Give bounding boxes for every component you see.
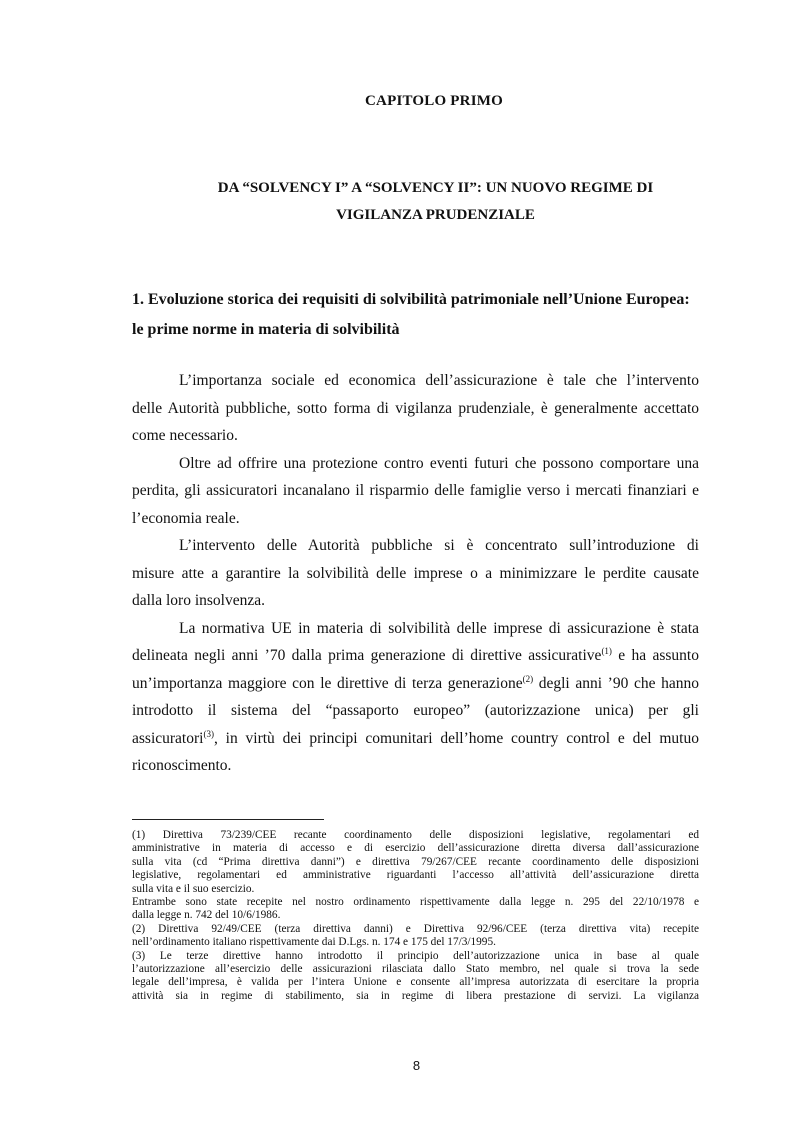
section-heading — [132, 285, 699, 345]
text-line: L’importanza sociale ed economica dell’assicurazione è tale che l’intervento — [179, 372, 699, 389]
footnote-line: Entrambe sono state recepite nel nostro ordinamento rispettivamente dalla legge n. 295 del 22/10/1978 e — [132, 896, 699, 909]
text-line: l’economia reale. — [132, 509, 240, 527]
chapter-title-line: DA “SOLVENCY I” A “SOLVENCY II”: UN NUOVO REGIME DI — [217, 180, 654, 196]
footnote-line: (2) Direttiva 92/49/CEE (terza direttiva danni) e Direttiva 92/96/CEE (terza direttiva vita) recepite — [132, 922, 699, 935]
footnote-ref: (1) — [601, 645, 612, 656]
text-line: introdotto il sistema del “passaporto europeo” (autorizzazione unica) per gli — [132, 702, 699, 719]
footnote-line: legale dell’impresa, è valida per l’intera Unione e consente all’impresa autorizzata di esercitare la propria — [132, 976, 699, 989]
footnote-line: nell’ordinamento italiano rispettivamente dai D.Lgs. n. 174 e 175 del 17/3/1995. — [132, 936, 496, 949]
footnote-separator — [132, 819, 324, 820]
footnote-ref: (3) — [203, 728, 214, 739]
text-line: dalla loro insolvenza. — [132, 592, 265, 609]
text-segment: delineata negli anni ’70 dalla prima generazione di direttive assicurative — [132, 647, 602, 664]
text-segment: e ha assunto — [611, 647, 699, 664]
footnote-line: sulla vita e il suo esercizio. — [132, 882, 255, 895]
text-segment: assicuratori — [132, 729, 204, 747]
text-segment: un’importanza maggiore con le direttive di terza generazione — [132, 674, 523, 692]
text-segment: degli anni ’90 che hanno — [533, 674, 699, 692]
footnote-line: sulla vita (cd “Prima direttiva danni”) e direttiva 79/267/CEE recante coordinamento delle disposizioni — [132, 855, 699, 868]
page-number: 8 — [412, 1058, 421, 1073]
footnote-3 — [132, 950, 699, 1004]
footnote-1 — [132, 829, 699, 923]
text-line: come necessario. — [132, 427, 238, 444]
paragraph — [132, 367, 699, 450]
text-line: perdita, gli assicuratori incanalano il risparmio delle famiglie verso i mercati finanziari e — [132, 482, 699, 499]
chapter-title — [132, 175, 739, 229]
text-line: misure atte a garantire la solvibilità delle imprese o a minimizzare le perdite causate — [132, 564, 699, 582]
text-line — [132, 725, 699, 753]
text-line — [132, 642, 699, 670]
footnote-line: legislative, regolamentari ed amministrative riguardanti l’accesso all’attività dell’assicurazione diretta — [132, 869, 699, 882]
footnote-ref: (2) — [522, 673, 534, 684]
footnote-line: attività sia in regime di stabilimento, sia in regime di libera prestazione di servizi. La vigilanza — [132, 989, 699, 1002]
text-line: delle Autorità pubbliche, sotto forma di vigilanza prudenziale, è generalmente accettato — [132, 399, 699, 417]
footnote-line: amministrative in materia di accesso e di esercizio dell’assicurazione diretta diversa dall’assicurazione — [132, 842, 699, 855]
footnote-line: (3) Le terze direttive hanno introdotto il principio dell’autorizzazione unica in base al quale — [132, 949, 699, 962]
footnote-line: (1) Direttiva 73/239/CEE recante coordinamento delle disposizioni legislative, regolamentari ed — [132, 829, 699, 841]
section-heading-line: le prime norme in materia di solvibilità — [132, 321, 400, 338]
footnotes — [132, 829, 699, 1003]
text-line: La normativa UE in materia di solvibilità delle imprese di assicurazione è stata — [179, 619, 699, 637]
paragraph — [132, 615, 699, 780]
text-line: Oltre ad offrire una protezione contro eventi futuri che possono comportare una — [179, 454, 699, 472]
footnote-2 — [132, 923, 699, 950]
chapter-title-line: VIGILANZA PRUDENZIALE — [336, 207, 535, 223]
paragraph — [132, 532, 699, 615]
chapter-heading: CAPITOLO PRIMO — [365, 93, 503, 109]
text-line — [132, 670, 699, 698]
footnote-line: l’autorizzazione all’esercizio delle assicurazioni rilasciata dallo Stato membro, nel quale si trova la sede — [132, 963, 699, 976]
text-line: riconoscimento. — [132, 757, 232, 774]
body-text — [132, 367, 699, 780]
text-line: L’intervento delle Autorità pubbliche si è concentrato sull’introduzione di — [179, 537, 699, 554]
footnote-line: dalla legge n. 742 del 10/6/1986. — [132, 909, 281, 922]
text-segment: , in virtù dei principi comunitari dell’home country control e del mutuo — [213, 729, 699, 747]
paragraph — [132, 450, 699, 533]
section-heading-line: 1. Evoluzione storica dei requisiti di solvibilità patrimoniale nell’Unione Europea: — [132, 291, 690, 308]
